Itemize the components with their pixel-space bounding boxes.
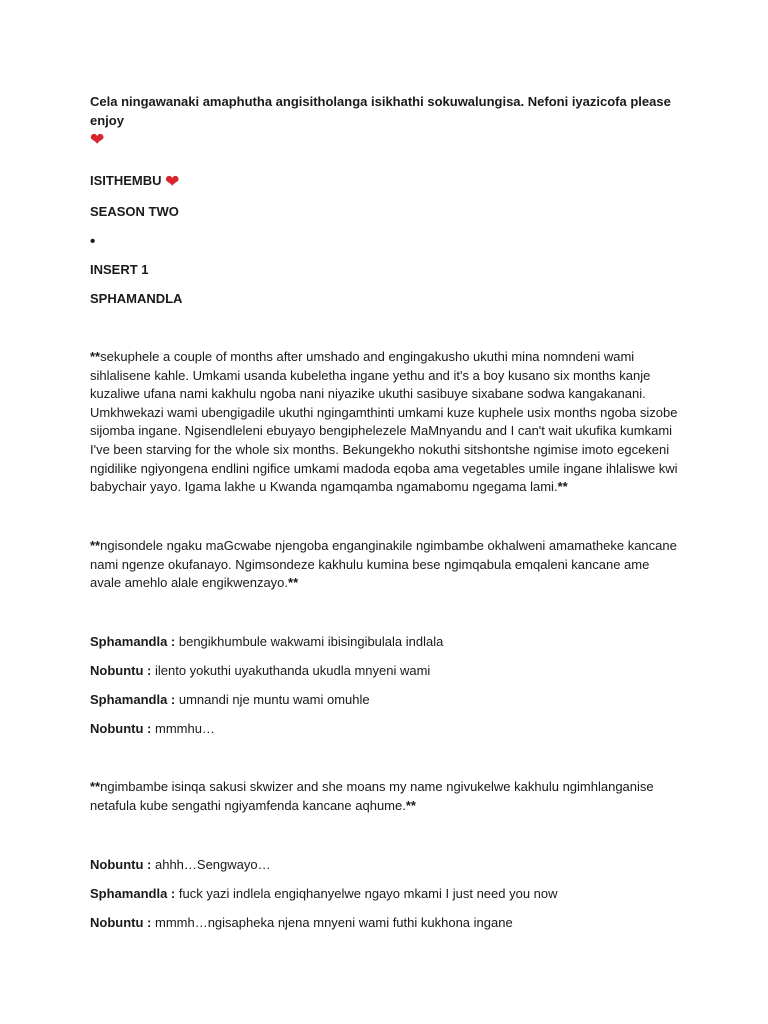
dialogue-line — [90, 720, 680, 739]
speaker-name: Sphamandla : — [90, 692, 176, 707]
dialogue-text: mmmh…ngisapheka njena mnyeni wami futhi kukhona ingane — [151, 915, 513, 930]
dialogue-text: umnandi nje muntu wami omuhle — [175, 692, 370, 707]
bold-marker: ** — [405, 797, 416, 813]
speaker-name: Nobuntu : — [90, 663, 152, 678]
speaker-name: Sphamandla : — [90, 886, 176, 901]
dialogue-text: fuck yazi indlela engiqhanyelwe ngayo mkami I just need you now — [175, 886, 558, 901]
insert-label: INSERT 1 — [90, 262, 149, 277]
dialogue-line — [90, 885, 680, 904]
paragraph-text: ngisondele ngaku maGcwabe njengoba enganginakile ngimbambe okhalweni amamatheke kancane nami ngenze okufanayo. Ngimsondeze kakhulu kumina bese ngimqabula emqaleni kancane ame avale amehlo alale engikwenzayo. — [90, 538, 677, 591]
dialogue-line — [90, 856, 680, 875]
dialogue-line — [90, 662, 680, 681]
paragraph-text: sekuphele a couple of months after umshado and engingakusho ukuthi mina nomndeni wami sihlalisene kahle. Umkami usanda kubeletha ingane yethu and it's a boy kusano six months kanje kuzaliwe ufana nami kakhulu ngoba nani niyazike ukuthi sasibuye sixabane sodwa kangakanani. Umkhwekazi wami ubengigadile ukuthi ngingamthinti umkami kuze kuphele usix months ngoba sizobe sijomba ingane. Ngisendleleni ebuyayo bengiphelezele MaMnyandu and I can't wait ukufika kumkami I've been starving for the whole six months. Bekungekho nokuthi sitshontshe ngimise imoto egcekeni ngidilike ngiyongena endlini ngifice umkami madoda eqoba ama vegetables umile ingane ihlaliswe kwi babychair yayo. Igama lakhe u Kwanda ngamqamba ngamabomu ngegama lami. — [90, 349, 678, 495]
story-title — [90, 172, 680, 191]
dialogue-text: bengikhumbule wakwami ibisingibulala indlala — [175, 634, 444, 649]
speaker-name: Nobuntu : — [90, 857, 152, 872]
narration-paragraph — [90, 537, 680, 593]
bold-marker: ** — [288, 575, 299, 591]
dialogue-line — [90, 691, 680, 710]
bold-marker: ** — [557, 479, 568, 495]
heart-icon: ❤ — [165, 172, 180, 191]
bullet-point: • — [90, 233, 96, 250]
paragraph-text: ngimbambe isinqa sakusi skwizer and she moans my name ngivukelwe kakhulu ngimhlanganise netafula kube sengathi ngiyamfenda kancane aqhume. — [90, 779, 654, 813]
heart-icon: ❤ — [90, 130, 105, 150]
bold-marker: ** — [90, 538, 101, 553]
intro-text: Cela ningawanaki amaphutha angisitholanga isikhathi sokuwalungisa. Nefoni iyazicofa please enjoy — [90, 94, 671, 128]
narration-paragraph — [90, 348, 680, 497]
narration-paragraph — [90, 778, 680, 815]
title-text: ISITHEMBU — [90, 173, 162, 188]
season-label: SEASON TWO — [90, 204, 179, 219]
pov-label: SPHAMANDLA — [90, 291, 183, 306]
dialogue-text: mmmhu… — [151, 721, 215, 736]
bold-marker: ** — [90, 779, 101, 794]
dialogue-line — [90, 633, 680, 652]
dialogue-text: ilento yokuthi uyakuthanda ukudla mnyeni wami — [151, 663, 431, 678]
intro-note — [90, 93, 680, 149]
bold-marker: ** — [90, 349, 101, 364]
dialogue-line — [90, 914, 680, 933]
dialogue-text: ahhh…Sengwayo… — [151, 857, 271, 872]
speaker-name: Nobuntu : — [90, 915, 152, 930]
speaker-name: Nobuntu : — [90, 721, 152, 736]
speaker-name: Sphamandla : — [90, 634, 176, 649]
